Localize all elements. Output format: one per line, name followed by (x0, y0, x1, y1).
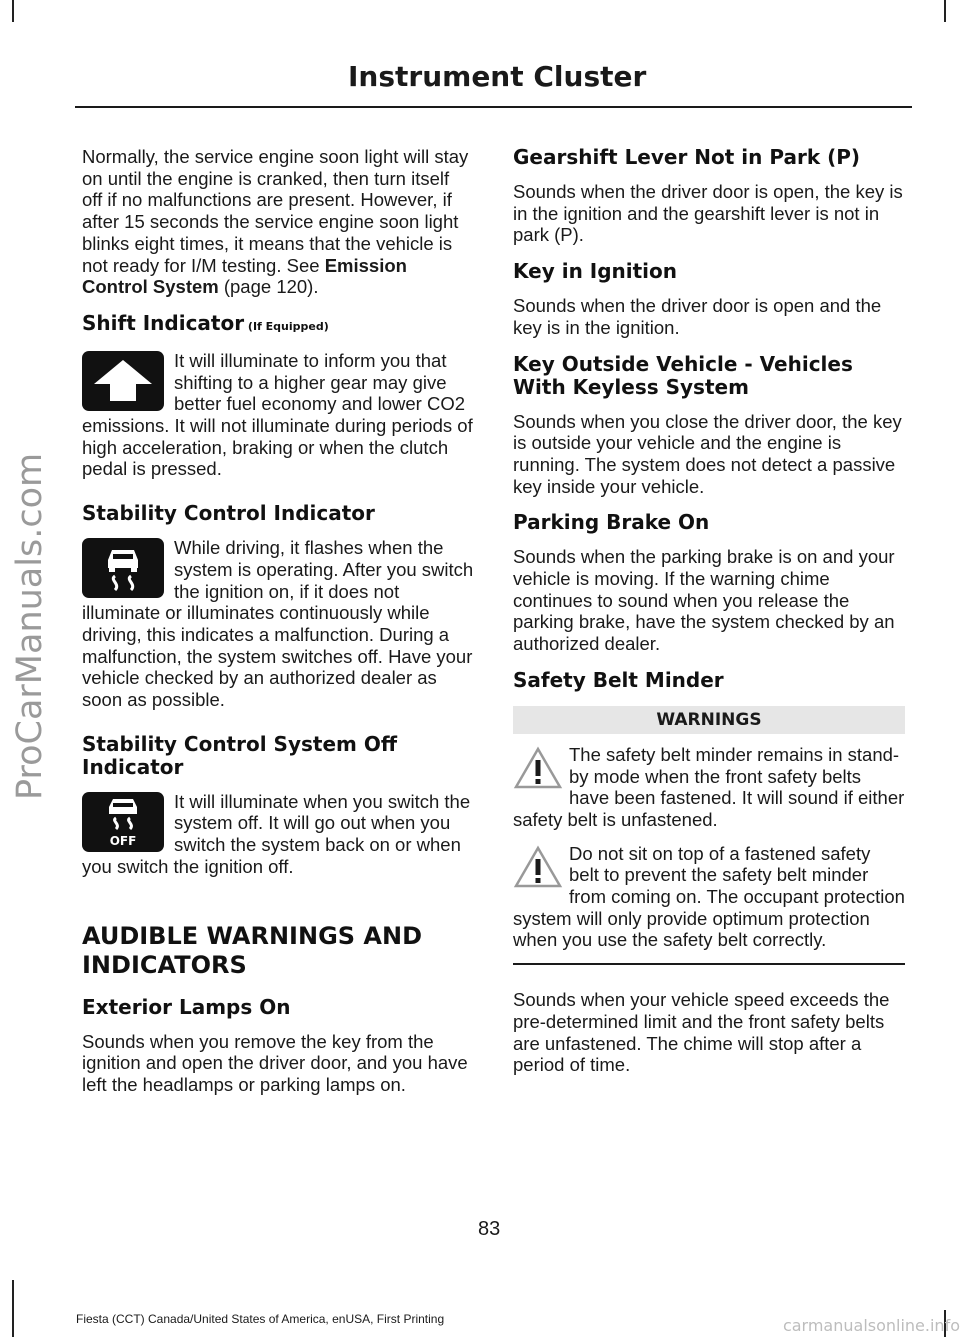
gearshift-heading: Gearshift Lever Not in Park (P) (513, 145, 861, 169)
header-rule (75, 106, 912, 108)
shift-indicator-heading (82, 312, 474, 338)
footer-text: Fiesta (CCT) Canada/United States of America, enUSA, First Printing (76, 1312, 445, 1326)
key-outside-heading: Key Outside Vehicle - Vehicles With Keyless System (513, 351, 853, 399)
warnings-banner: WARNINGS (513, 706, 905, 734)
exterior-lamps-heading: Exterior Lamps On (82, 994, 291, 1019)
warning-text-1: The safety belt minder remains in stand-by mode when the front safety belts have been fastened. It will sound if either safety belt is unfastened. (513, 743, 905, 830)
crop-mark-bl (12, 1280, 14, 1337)
shift-text: It will illuminate to inform you that shifting to a higher gear may give better fuel economy and lower CO2 emissions. It will not illuminate during periods of high acceleration, braking or when the clutch pedal is pressed. (82, 349, 473, 480)
stability-off-text: It will illuminate when you switch the system off. It will go out when you switch the system back on or when you switch the ignition off. (82, 790, 471, 877)
stability-control-icon (82, 538, 164, 598)
page-number: 83 (478, 1218, 501, 1240)
stability-heading: Stability Control Indicator (82, 501, 375, 526)
shift-title: Shift Indicator (82, 310, 245, 335)
shift-title-qualifier: (If Equipped) (244, 319, 329, 333)
parking-brake-heading: Parking Brake On (513, 510, 710, 535)
key-ignition-text: Sounds when the driver door is open and the key is in the ignition. (513, 295, 882, 338)
warning-item-1 (513, 744, 905, 831)
shift-block (82, 350, 474, 494)
warning-text-2: Do not sit on top of a fastened safety belt to prevent the safety belt minder from coming on. The occupant protection system will only provide optimum protection when you use the safety belt correctly. (513, 842, 905, 951)
footer-watermark: carmanualsonline.info (782, 1316, 960, 1335)
warning-triangle-icon (513, 746, 563, 790)
stability-off-block (82, 791, 474, 892)
section-heading-line2: INDICATORS (82, 950, 247, 979)
belt-minder-text: Sounds when your vehicle speed exceeds the pre-determined limit and the front safety belts are unfastened. The chime will stop after a period of time. (513, 989, 890, 1076)
intro-paragraph (82, 146, 474, 298)
intro-text: Normally, the service engine soon light will stay on until the engine is cranked, then turn itself off if no malfunctions are present. However, if after 15 seconds the service engine soon light blinks eight times, it means that the vehicle is not ready for I/M testing. See (82, 146, 469, 276)
right-column (513, 146, 905, 1090)
section-heading-line1: AUDIBLE WARNINGS AND (82, 921, 422, 950)
intro-page-ref: (page 120). (218, 276, 319, 298)
crop-mark-tr (944, 0, 946, 22)
parking-brake-text: Sounds when the parking brake is on and your vehicle is moving. If the warning chime continues to sound when you release the parking brake, have the system checked by an authorized dealer. (513, 546, 895, 655)
stability-off-icon (82, 792, 164, 852)
watermark: ProCarManuals.com (10, 452, 50, 800)
warning-triangle-icon (513, 845, 563, 889)
warning-item-2 (513, 843, 905, 952)
stability-text: While driving, it flashes when the system is operating. After you switch the ignition on, if it does not illuminate or illuminates continuously while driving, this indicates a malfunction. During a malfunction, the system switches off. Have your vehicle checked by an authorized dealer as soon as possible. (82, 537, 474, 711)
exterior-lamps-text: Sounds when you remove the key from the ignition and open the driver door, and you have left the headlamps or parking lamps on. (82, 1030, 468, 1095)
shift-up-arrow-icon (82, 351, 164, 411)
left-column (82, 146, 474, 1110)
section-heading (82, 922, 474, 980)
crop-mark-tl (12, 0, 14, 22)
key-outside-text: Sounds when you close the driver door, the key is outside your vehicle and the engine is running. The system does not detect a passive key inside your vehicle. (513, 410, 902, 497)
stability-off-heading: Stability Control System Off Indicator (82, 731, 398, 779)
emission-control-link[interactable]: Emission Control System (82, 254, 407, 298)
warnings-end-rule (513, 963, 905, 965)
key-ignition-heading: Key in Ignition (513, 259, 678, 284)
page-title: Instrument Cluster (348, 60, 647, 93)
stability-block (82, 537, 474, 725)
stability-off-icon-label: OFF (109, 833, 137, 848)
gearshift-text: Sounds when the driver door is open, the key is in the ignition and the gearshift lever is not in park (P). (513, 181, 903, 246)
belt-minder-heading: Safety Belt Minder (513, 667, 724, 692)
